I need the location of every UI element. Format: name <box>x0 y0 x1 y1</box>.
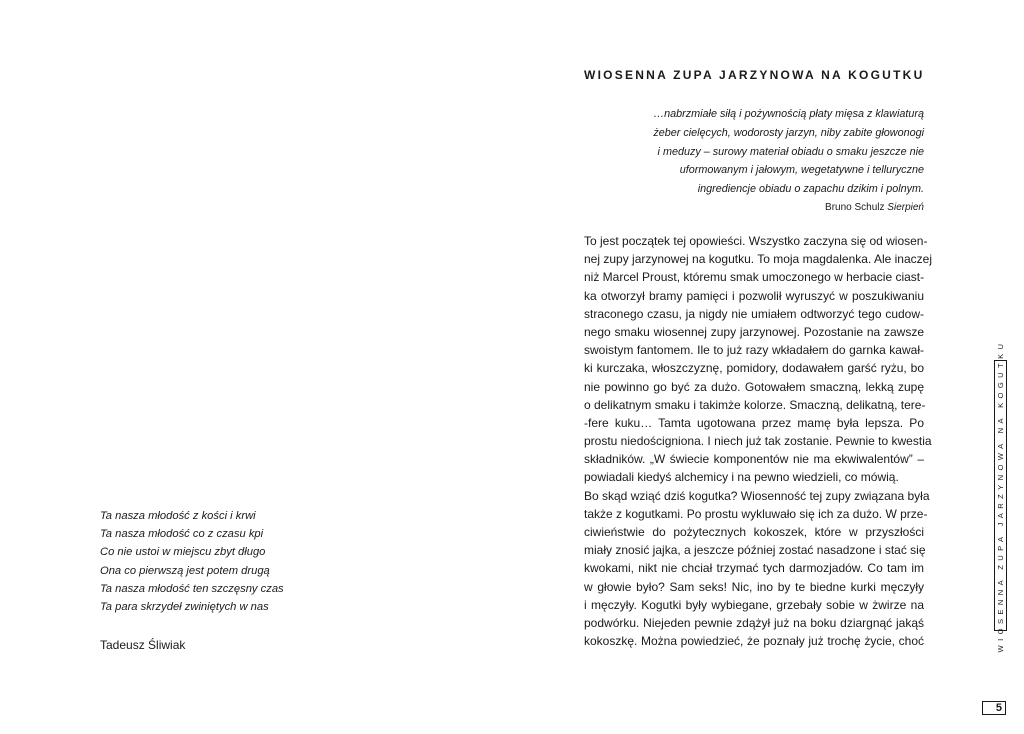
body-line: ka otworzył bramy pamięci i pozwolił wyruszyć w poszukiwaniu <box>584 288 924 303</box>
body-line: i męczyły. Kogutki były wybiegane, grzebały sobie w żwirze na <box>584 597 924 612</box>
body-line: prostu niedościgniona. I niech już tak zostanie. Pewnie to kwestia <box>584 434 932 449</box>
body-line: powiadali kiedyś alchemicy i na pewno wiedzieli, co mówią. <box>584 470 899 485</box>
poem-line: Ona co pierwszą jest potem drugą <box>100 564 270 577</box>
body-line: podwórku. Niejeden pewnie zdążył już na boku dziargnąć jakąś <box>584 615 924 630</box>
poem-line: Ta para skrzydeł zwiniętych w nas <box>100 601 269 614</box>
body-line: ciwieństwie do pożytecznych kokoszek, które w przyszłości <box>584 525 924 539</box>
poem-author: Tadeusz Śliwiak <box>100 638 186 653</box>
body-line: straconego czasu, ja nigdy nie umiałem odtworzyć tego cudow- <box>584 306 924 321</box>
epigraph-line: …nabrzmiałe siłą i pożywnością płaty mięsa z klawiaturą <box>653 108 924 120</box>
body-line: niż Marcel Proust, któremu smak umoczonego w herbacie ciast- <box>584 270 925 285</box>
body-line: kwokami, nikt nie chciał trzymać tych darmozjadów. Co tam im <box>584 561 924 576</box>
chapter-title: WIOSENNA ZUPA JARZYNOWA NA KOGUTKU <box>584 68 925 82</box>
epigraph-line: uformowanym i jałowym, wegetatywne i telluryczne <box>679 164 924 177</box>
epigraph-source <box>584 199 924 218</box>
body-line: Bo skąd wziąć dziś kogutka? Wiosenność tej zupy związana była <box>584 488 930 503</box>
body-line: nie powinno go być za dużo. Gotowałem smaczną, lekką zupę <box>584 379 924 394</box>
body-text <box>584 232 932 650</box>
running-header: WIOSENNA ZUPA JARZYNOWA NA KOGUTKU <box>995 339 1005 652</box>
body-line: w głowie było? Sam seks! Nic, ino by te biedne kurki męczyły <box>584 579 924 594</box>
body-line: ki kurczaka, włoszczyznę, pomidory, dodawałem garść ryżu, bo <box>584 361 924 376</box>
body-line: -fere kuku… Tamta ugotowana przez mamę była lepsza. Po <box>584 415 924 430</box>
body-line: także z kogutkami. Po prostu wykluwało się ich za dużo. W prze- <box>584 506 928 521</box>
epigraph-line: i meduzy – surowy materiał obiadu o smaku jeszcze nie <box>657 145 924 158</box>
epigraph-work: Sierpień <box>887 201 924 213</box>
epigraph-line: żeber cielęcych, wodorosty jarzyn, niby zabite głowonogi <box>653 126 924 139</box>
body-line: To jest początek tej opowieści. Wszystko zaczyna się od wiosen- <box>584 234 928 248</box>
poem-line: Ta nasza młodość co z czasu kpi <box>100 528 264 541</box>
poem <box>100 507 360 654</box>
body-line: składników. „W świecie komponentów nie ma ekwiwalentów” – <box>584 452 924 467</box>
body-line: miały znosić jajka, a jeszcze później zostać nasadzone i stać się <box>584 543 926 558</box>
poem-line: Ta nasza młodość ten szczęsny czas <box>100 582 284 595</box>
poem-line: Ta nasza młodość z kości i krwi <box>100 510 256 522</box>
epigraph <box>584 105 924 218</box>
body-line: swoistym fantomem. Ile to już razy wkładałem do garnka kawał- <box>584 343 924 358</box>
epigraph-author: Bruno Schulz <box>825 201 885 213</box>
body-line: kokoszkę. Można powiedzieć, że poznały już trochę życie, choć <box>584 634 924 649</box>
body-line: nej zupy jarzynowej na kogutku. To moja magdalenka. Ale inaczej <box>584 252 932 267</box>
page-number: 5 <box>982 701 1006 715</box>
epigraph-line: ingrediencje obiadu o zapachu dzikim i polnym. <box>697 183 924 196</box>
running-header-tab <box>994 339 1007 652</box>
poem-line: Co nie ustoi w miejscu zbyt długo <box>100 546 266 559</box>
body-line: o delikatnym smaku i takimże kolorze. Smaczną, delikatną, tere- <box>584 397 926 412</box>
body-line: nego smaku wiosennej zupy jarzynowej. Pozostanie na zawsze <box>584 324 924 339</box>
